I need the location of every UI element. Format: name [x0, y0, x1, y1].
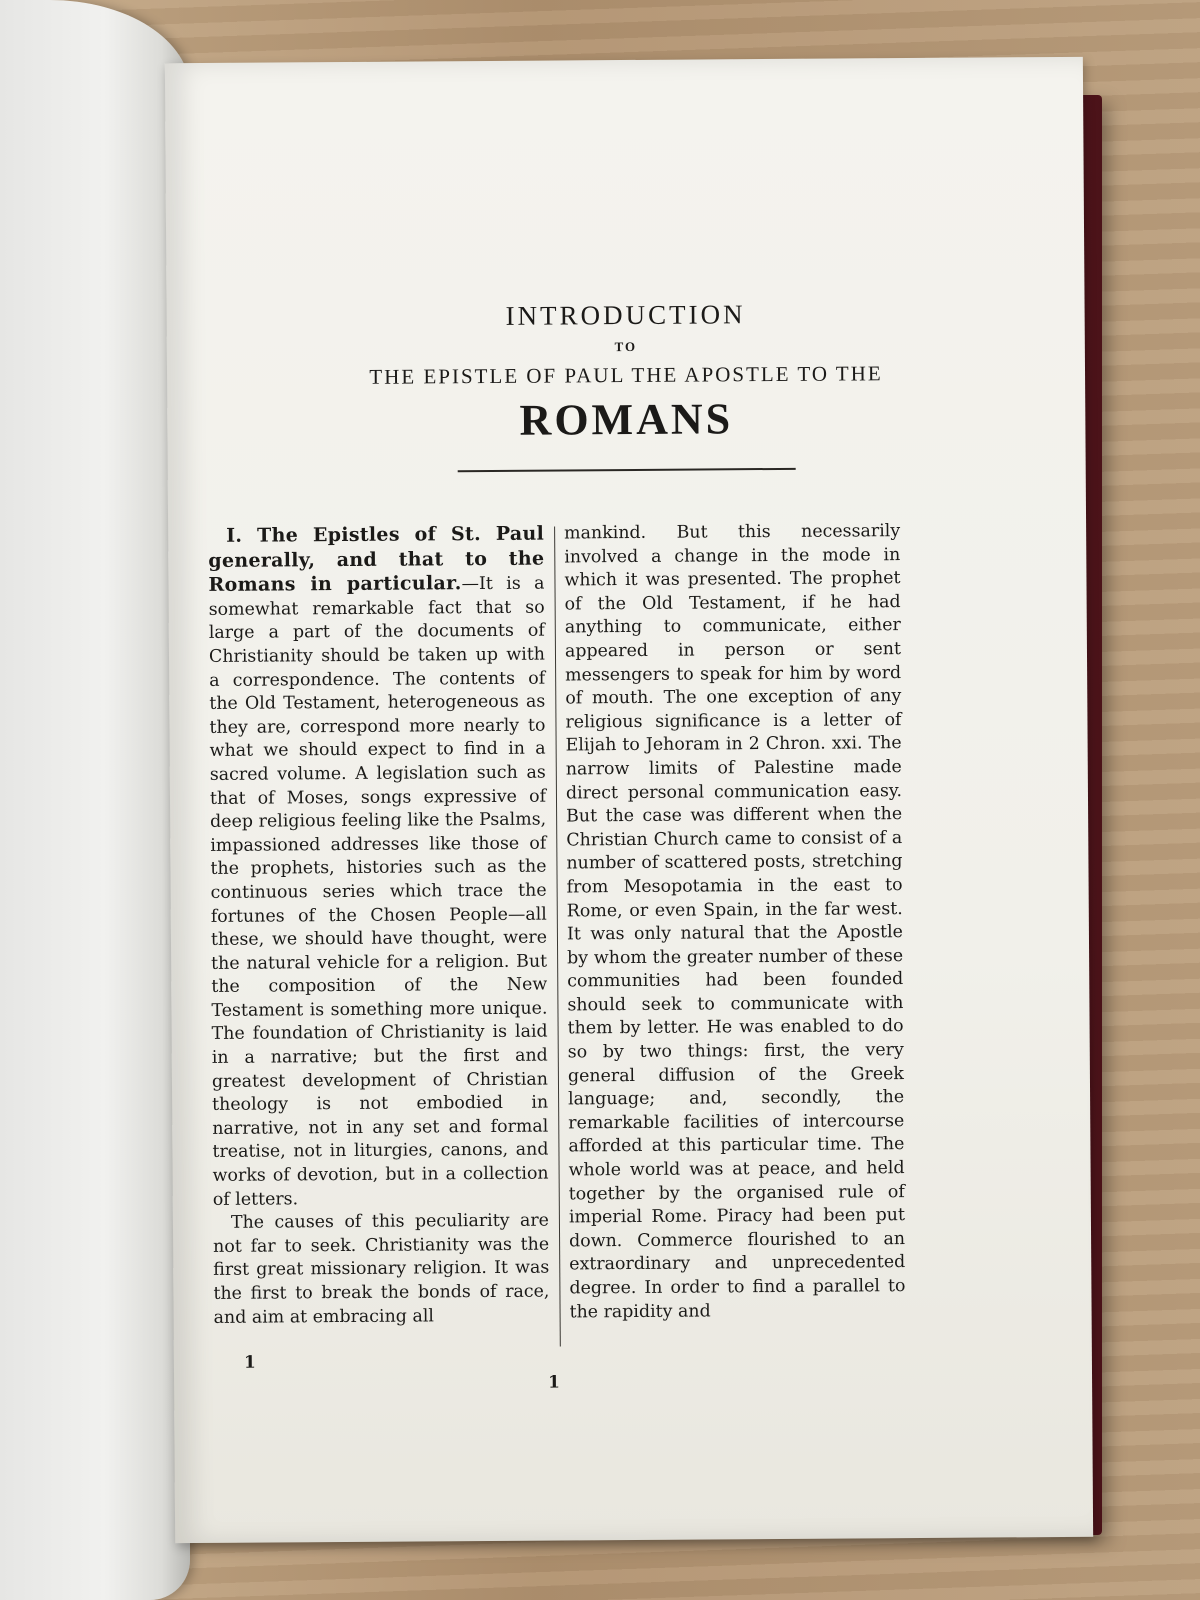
book-page	[165, 57, 1093, 1543]
signature-mark: 1	[243, 1352, 256, 1373]
page-number: 1	[547, 1372, 560, 1393]
title-divider-rule	[458, 468, 796, 472]
section-paragraph-1	[208, 523, 549, 1213]
title-to: TO	[614, 338, 638, 355]
right-text-column	[564, 520, 906, 1325]
section-paragraph-2: The causes of this peculiarity are not far to seek. Christianity was the first great missionary religion. It was the first to break the bonds of race, and aim at embracing all	[213, 1210, 550, 1328]
section-paragraph-1-text: —It is a somewhat remarkable fact that so large a part of the documents of Christianity should be taken up with a correspondence. The contents of the Old Testament, heterogeneous as they are, correspond more nearly to what we should expect to find in a sacred volume. A legislation such as that of Moses, songs expressive of deep religious feeling like the Psalms, impassioned addresses like those of the prophets, histories such as the continuous series which trace the fortunes of the Chosen People—all these, we should have thought, were the natural vehicle for a religion. But the composition of the New Testament is something more unique. The foundation of Christianity is laid in a narrative; but the first and greatest development of Christian theology is not embodied in narrative, not in any set and formal treatise, not in liturgies, canons, and works of devotion, but in a collection of letters.	[208, 573, 549, 1210]
title-introduction: INTRODUCTION	[505, 299, 746, 331]
title-book-name: ROMANS	[519, 394, 734, 445]
right-column-text: mankind. But this necessarily involved a change in the mode in which it was presented. The prophet of the Old Testament, if he had anything to communicate, either appeared in person or sent messengers to speak for him by word of mouth. The one exception of any religious significance is a letter of Elijah to Jehoram in 2 Chron. xxi. The narrow limits of Palestine made direct personal communication easy. But the case was different when the Christian Church came to consist of a number of scattered posts, stretching from Mesopotamia in the east to Rome, or even Spain, in the far west. It was only natural that the Apostle by whom the greater number of these communities had been founded should seek to communicate with them by letter. He was enabled to do so by two things: first, the very general diffusion of the Greek language; and, secondly, the remarkable facilities of intercourse afforded at this particular time. The whole world was at peace, and held together by the organised rule of imperial Rome. Piracy had been put down. Commerce flourished to an extraordinary and unprecedented degree. In order to find a parallel to the rapidity and	[564, 521, 906, 1323]
section-heading: I. The Epistles of St. Paul generally, and that to the Romans in particular.	[208, 522, 545, 597]
left-text-column	[208, 523, 550, 1331]
left-page	[0, 0, 190, 1600]
title-epistle: THE EPISTLE OF PAUL THE APOSTLE TO THE	[369, 361, 883, 389]
column-divider	[554, 527, 561, 1347]
chapter-header	[167, 297, 1086, 474]
